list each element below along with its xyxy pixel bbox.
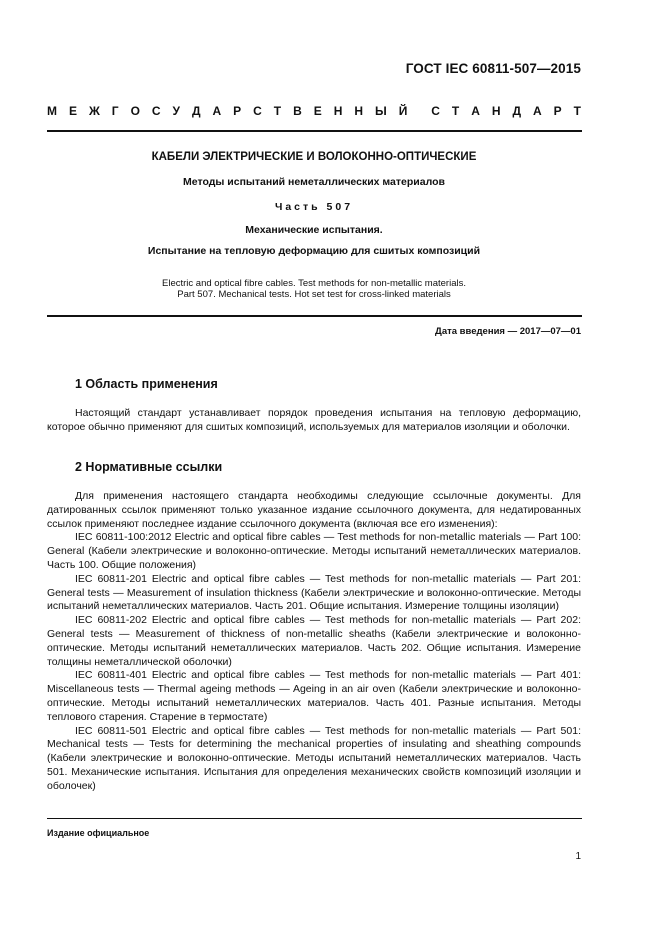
heading-letter: В [293, 104, 302, 118]
reference-item: IEC 60811-202 Electric and optical fibre cables — Test methods for non-metallic materials — Part 202: General tests — Measurement of thickness of non-metallic sheaths (Кабели электрические и волоконно-оптические. Методы испытаний неметаллических материалов. Часть 202. Общие испытания. Измерение толщины неметаллической оболочки) [47, 614, 581, 668]
standard-title: КАБЕЛИ ЭЛЕКТРИЧЕСКИЕ И ВОЛОКОННО-ОПТИЧЕСКИЕ [151, 151, 477, 163]
heading-letter: Д [512, 104, 522, 118]
heading-letter: С [431, 104, 440, 118]
heading-letter: А [212, 104, 222, 118]
heading-letter: Р [553, 104, 562, 118]
english-title-line2: Part 507. Mechanical tests. Hot set test for cross-linked materials [177, 289, 451, 300]
heading-letter: Т [573, 104, 581, 118]
section-2-title: 2 Нормативные ссылки [75, 460, 223, 474]
reference-item: IEC 60811-201 Electric and optical fibre cables — Test methods for non-metallic materials — Part 201: General tests — Measurement of insulation thickness (Кабели электрические и волоконно-оптические. Методы испытаний неметаллических материалов. Часть 201. Общие испытания. Измерение толщины изоляции) [47, 572, 581, 613]
heading-letter: Е [68, 104, 77, 118]
document-code: ГОСТ IEC 60811-507—2015 [405, 61, 581, 76]
heading-letter: С [151, 104, 161, 118]
official-edition-note: Издание официальное [47, 828, 150, 838]
heading-letter: Д [191, 104, 201, 118]
section-1-text: Настоящий стандарт устанавливает порядок проведения испытания на тепловую деформацию, которое обычно применяют для сшитых композиций, используемых для материалов изоляции и оболочки. [47, 407, 581, 433]
heading-letter: А [471, 104, 480, 118]
heading-letter: Е [313, 104, 322, 118]
references-intro: Для применения настоящего стандарта необходимы следующие ссылочные документы. Для датированных ссылок применяют только указанное издание ссылочного документа, для недатированных ссылок применяют последнее издание ссылочного документа (включая все его изменения): [47, 490, 581, 530]
heading-letter: Р [233, 104, 242, 118]
heading-letter: М [47, 104, 57, 118]
heading-letter: Т [273, 104, 282, 118]
standard-subtitle: Методы испытаний неметаллических материалов [183, 176, 445, 188]
heading-letter: Г [111, 104, 119, 118]
page-number: 1 [575, 851, 581, 862]
heading-letter: Ж [88, 104, 100, 118]
heading-letter: Т [451, 104, 460, 118]
part-title-line2: Испытание на тепловую деформацию для сшитых композиций [147, 245, 481, 257]
heading-letter: А [533, 104, 542, 118]
reference-item: IEC 60811-401 Electric and optical fibre cables — Test methods for non-metallic materials — Part 401: Miscellaneous tests — Thermal ageing methods — Ageing in an air oven (Кабели электрические и волоконно-оптические. Методы испытаний неметаллических материалов. Часть 401. Разные испытания. Методы теплового старения. Старение в термостате) [47, 669, 581, 723]
heading-letter: Й [398, 104, 408, 118]
english-title-line1: Electric and optical fibre cables. Test methods for non-metallic materials. [162, 278, 466, 289]
heading-letter: Н [354, 104, 363, 118]
reference-item: IEC 60811-501 Electric and optical fibre cables — Test methods for non-metallic materials — Part 501: Mechanical tests — Tests for determining the mechanical properties of insulating and sheathing compounds (Кабели электрические и волоконно-оптические. Методы испытаний неметаллических материалов. Часть 501. Механические испытания. Испытания для определения механических свойств композиций изоляции и оболочек) [47, 724, 581, 792]
standard-part: Часть 507 [274, 201, 354, 213]
heading-letter: Н [333, 104, 343, 118]
heading-letter: С [253, 104, 262, 118]
top-divider [47, 130, 582, 132]
normative-references [47, 490, 581, 794]
heading-letter: Ы [374, 104, 387, 118]
heading-letter: О [130, 104, 140, 118]
section-1-title: 1 Область применения [75, 377, 218, 391]
part-title-line1: Механические испытания. [245, 224, 383, 236]
heading-letter: У [172, 104, 180, 118]
footer-divider [47, 818, 582, 819]
reference-item: IEC 60811-100:2012 Electric and optical fibre cables — Test methods for non-metallic materials — Part 100: General (Кабели электрические и волоконно-оптические. Методы испытаний неметаллических материалов. Часть 100. Общие положения) [47, 531, 581, 571]
title-divider [47, 315, 582, 317]
interstate-standard-heading [47, 104, 581, 118]
effective-date: Дата введения — 2017—07—01 [435, 326, 581, 337]
heading-letter: Н [491, 104, 501, 118]
